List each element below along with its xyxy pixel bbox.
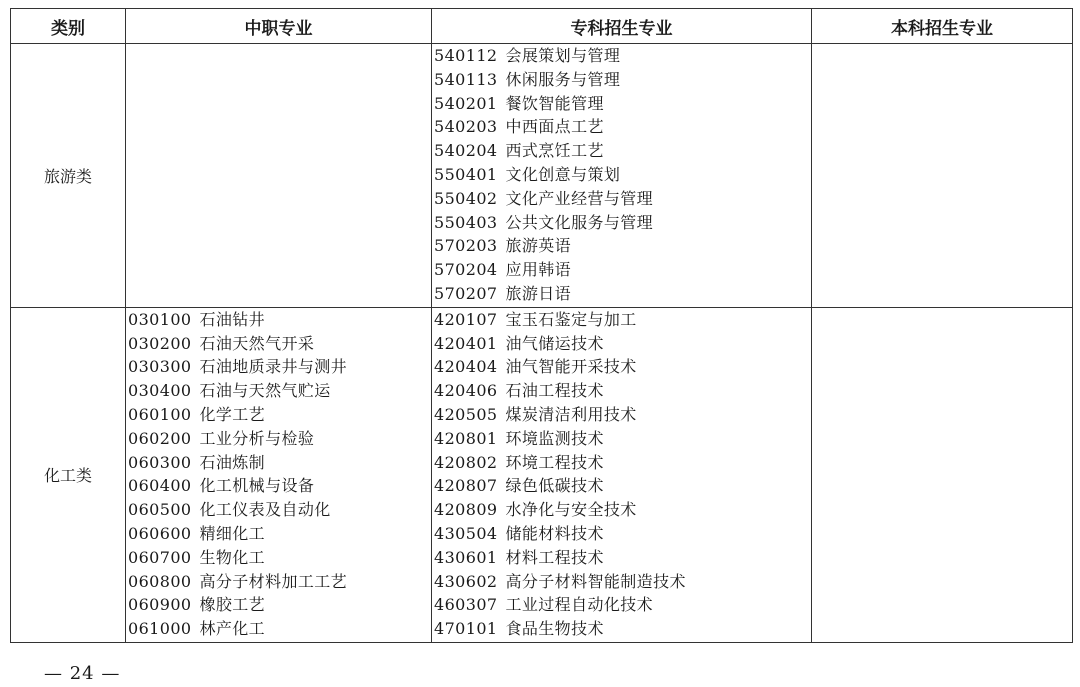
major-name: 工业过程自动化技术	[505, 595, 654, 615]
major-code: 540204	[434, 141, 498, 161]
major-code: 030300	[128, 357, 192, 377]
major-name: 石油炼制	[199, 452, 266, 472]
major-name: 林产化工	[199, 619, 266, 639]
major-code: 060400	[128, 476, 192, 496]
list-item	[434, 403, 811, 427]
list-item	[434, 282, 811, 306]
header-row	[11, 9, 1073, 44]
major-code: 420801	[434, 428, 498, 448]
major-code: 060800	[128, 571, 192, 591]
major-name: 化工机械与设备	[199, 476, 315, 496]
major-name: 橡胶工艺	[199, 595, 266, 615]
major-name: 石油天然气开采	[199, 333, 315, 353]
major-code: 570204	[434, 260, 498, 280]
major-name: 高分子材料智能制造技术	[505, 571, 686, 591]
major-code: 060200	[128, 428, 192, 448]
major-name: 石油工程技术	[505, 381, 604, 401]
major-name: 环境工程技术	[505, 452, 604, 472]
major-code: 030100	[128, 309, 192, 329]
list-item	[434, 332, 811, 356]
major-code: 420404	[434, 357, 498, 377]
major-code: 420401	[434, 333, 498, 353]
major-code: 540112	[434, 46, 498, 65]
list-item	[434, 522, 811, 546]
major-code: 060700	[128, 547, 192, 567]
category-cell: 旅游类	[11, 44, 126, 308]
major-name: 化学工艺	[199, 404, 266, 424]
major-name: 油气储运技术	[505, 333, 604, 353]
list-item	[434, 187, 811, 211]
header-zhongzhi: 中职专业	[126, 9, 432, 44]
major-name: 旅游日语	[505, 283, 572, 303]
major-code: 550401	[434, 164, 498, 184]
table-row	[11, 44, 1073, 308]
table-row	[11, 307, 1073, 642]
zhongzhi-cell	[126, 307, 432, 642]
major-name: 储能材料技术	[505, 523, 604, 543]
list-item	[128, 522, 431, 546]
table-body	[11, 44, 1073, 643]
major-name: 精细化工	[199, 523, 266, 543]
list-item	[434, 498, 811, 522]
list-item	[128, 427, 431, 451]
major-name: 材料工程技术	[505, 547, 604, 567]
major-code: 570203	[434, 236, 498, 256]
major-code: 460307	[434, 595, 498, 615]
majors-table	[10, 8, 1073, 643]
list-item	[434, 474, 811, 498]
major-code: 420809	[434, 500, 498, 520]
major-code: 030200	[128, 333, 192, 353]
major-code: 060100	[128, 404, 192, 424]
list-item	[434, 211, 811, 235]
list-item	[434, 44, 811, 68]
header-zhuanke: 专科招生专业	[432, 9, 812, 44]
major-name: 工业分析与检验	[199, 428, 315, 448]
major-name: 化工仪表及自动化	[199, 500, 331, 520]
list-item	[128, 332, 431, 356]
major-code: 061000	[128, 619, 192, 639]
major-code: 420406	[434, 381, 498, 401]
list-item	[434, 68, 811, 92]
zhuanke-list	[432, 308, 811, 641]
list-item	[434, 92, 811, 116]
major-name: 西式烹饪工艺	[505, 141, 604, 161]
benke-cell	[812, 307, 1073, 642]
list-item	[434, 308, 811, 332]
list-item	[128, 498, 431, 522]
major-name: 中西面点工艺	[505, 117, 604, 137]
list-item	[128, 308, 431, 332]
list-item	[434, 115, 811, 139]
major-code: 570207	[434, 283, 498, 303]
list-item	[434, 163, 811, 187]
major-code: 430504	[434, 523, 498, 543]
major-name: 生物化工	[199, 547, 266, 567]
header-benke: 本科招生专业	[812, 9, 1073, 44]
list-item	[128, 570, 431, 594]
major-name: 水净化与安全技术	[505, 500, 637, 520]
benke-cell	[812, 44, 1073, 308]
major-code: 420505	[434, 404, 498, 424]
major-code: 430602	[434, 571, 498, 591]
major-code: 030400	[128, 381, 192, 401]
major-code: 420807	[434, 476, 498, 496]
list-item	[434, 234, 811, 258]
list-item	[434, 379, 811, 403]
list-item	[434, 451, 811, 475]
list-item	[128, 617, 431, 641]
major-code: 550402	[434, 188, 498, 208]
major-code: 550403	[434, 212, 498, 232]
major-name: 环境监测技术	[505, 428, 604, 448]
page-number: — 24 —	[44, 663, 121, 684]
major-name: 文化产业经营与管理	[505, 188, 654, 208]
major-name: 煤炭清洁利用技术	[505, 404, 637, 424]
major-code: 540113	[434, 69, 498, 89]
major-code: 430601	[434, 547, 498, 567]
list-item	[434, 355, 811, 379]
list-item	[434, 427, 811, 451]
major-name: 绿色低碳技术	[505, 476, 604, 496]
list-item	[128, 546, 431, 570]
major-name: 文化创意与策划	[505, 164, 621, 184]
list-item	[434, 139, 811, 163]
major-name: 宝玉石鉴定与加工	[505, 309, 637, 329]
major-code: 060600	[128, 523, 192, 543]
list-item	[128, 474, 431, 498]
major-name: 休闲服务与管理	[505, 69, 621, 89]
major-code: 420107	[434, 309, 498, 329]
major-name: 公共文化服务与管理	[505, 212, 654, 232]
major-name: 石油与天然气贮运	[199, 381, 331, 401]
zhuanke-cell	[432, 44, 812, 308]
list-item	[128, 379, 431, 403]
major-name: 石油地质录井与测井	[199, 357, 348, 377]
zhongzhi-list	[126, 308, 431, 641]
major-code: 060900	[128, 595, 192, 615]
major-code: 060500	[128, 500, 192, 520]
major-name: 石油钻井	[199, 309, 266, 329]
major-name: 餐饮智能管理	[505, 93, 604, 113]
major-name: 会展策划与管理	[505, 46, 621, 65]
list-item	[434, 546, 811, 570]
header-category: 类别	[11, 9, 126, 44]
list-item	[128, 451, 431, 475]
list-item	[434, 617, 811, 641]
list-item	[128, 355, 431, 379]
list-item	[434, 593, 811, 617]
major-name: 高分子材料加工工艺	[199, 571, 348, 591]
major-code: 540203	[434, 117, 498, 137]
category-cell: 化工类	[11, 307, 126, 642]
zhuanke-cell	[432, 307, 812, 642]
major-code: 060300	[128, 452, 192, 472]
major-code: 470101	[434, 619, 498, 639]
list-item	[128, 403, 431, 427]
major-name: 应用韩语	[505, 260, 572, 280]
zhongzhi-cell	[126, 44, 432, 308]
list-item	[434, 258, 811, 282]
list-item	[434, 570, 811, 594]
major-name: 油气智能开采技术	[505, 357, 637, 377]
major-name: 食品生物技术	[505, 619, 604, 639]
list-item	[128, 593, 431, 617]
major-code: 540201	[434, 93, 498, 113]
major-code: 420802	[434, 452, 498, 472]
zhuanke-list	[432, 44, 811, 306]
major-name: 旅游英语	[505, 236, 572, 256]
